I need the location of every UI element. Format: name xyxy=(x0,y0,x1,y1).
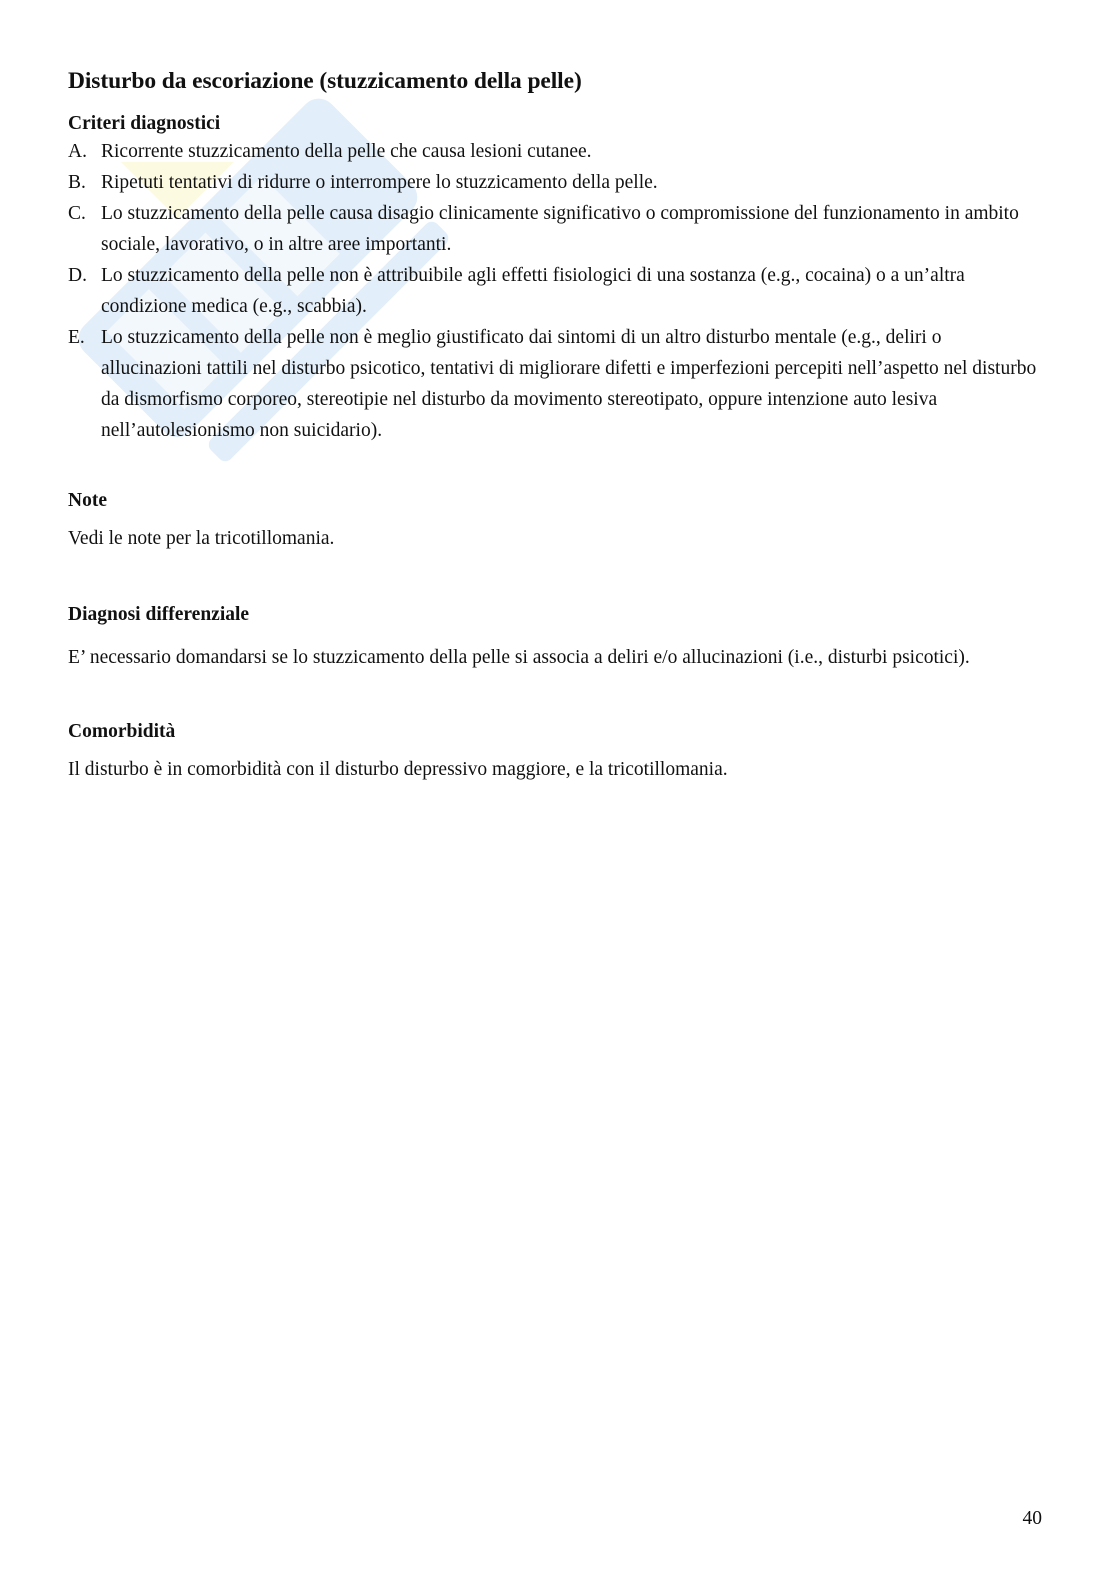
criteria-text: Lo stuzzicamento della pelle non è attribuibile agli effetti fisiologici di una sostanza (e.g., cocaina) o a un’altra condizione medica (e.g., scabbia). xyxy=(101,264,965,317)
criteria-letter: B. xyxy=(68,171,86,193)
criteria-item xyxy=(68,260,1043,322)
comorbidity-heading: Comorbidità xyxy=(68,720,176,742)
criteria-item xyxy=(68,198,1043,260)
comorbidity-text: Il disturbo è in comorbidità con il disturbo depressivo maggiore, e la tricotillomania. xyxy=(68,758,728,780)
criteria-heading: Criteri diagnostici xyxy=(68,112,221,134)
comorbidity-section xyxy=(68,719,1043,785)
criteria-list xyxy=(68,136,1043,446)
criteria-item xyxy=(68,322,1043,446)
note-text: Vedi le note per la tricotillomania. xyxy=(68,528,335,550)
criteria-item xyxy=(68,167,1043,198)
criteria-item xyxy=(68,136,1043,167)
criteria-text: Ricorrente stuzzicamento della pelle che causa lesioni cutanee. xyxy=(101,140,592,162)
differential-text: E’ necessario domandarsi se lo stuzzicamento della pelle si associa a deliri e/o allucinazioni (i.e., disturbi psicotici). xyxy=(68,646,970,668)
page-number: 40 xyxy=(1022,1508,1042,1529)
note-heading: Note xyxy=(68,489,107,511)
differential-heading: Diagnosi differenziale xyxy=(68,604,250,626)
criteria-letter: C. xyxy=(68,202,86,224)
differential-section xyxy=(68,602,1043,676)
criteria-text: Ripetuti tentativi di ridurre o interrompere lo stuzzicamento della pelle. xyxy=(101,171,658,193)
criteria-text: Lo stuzzicamento della pelle non è meglio giustificato dai sintomi di un altro disturbo mentale (e.g., deliri o allucinazioni tattili nel disturbo psicotico, tentativi di migliorare difetti e imperfezioni percepiti nell’aspetto nel disturbo da dismorfismo corporeo, stereotipie nel disturbo da movimento stereotipato, oppure intenzione auto lesiva nell’autolesionismo non suicidario). xyxy=(101,326,1037,441)
criteria-letter: E. xyxy=(68,326,85,348)
document-body xyxy=(68,66,1043,785)
note-section xyxy=(68,488,1043,554)
criteria-text: Lo stuzzicamento della pelle causa disagio clinicamente significativo o compromissione del funzionamento in ambito sociale, lavorativo, o in altre aree importanti. xyxy=(101,202,1019,255)
page-title: Disturbo da escoriazione (stuzzicamento della pelle) xyxy=(68,68,582,94)
criteria-letter: D. xyxy=(68,264,87,286)
criteria-letter: A. xyxy=(68,140,87,162)
